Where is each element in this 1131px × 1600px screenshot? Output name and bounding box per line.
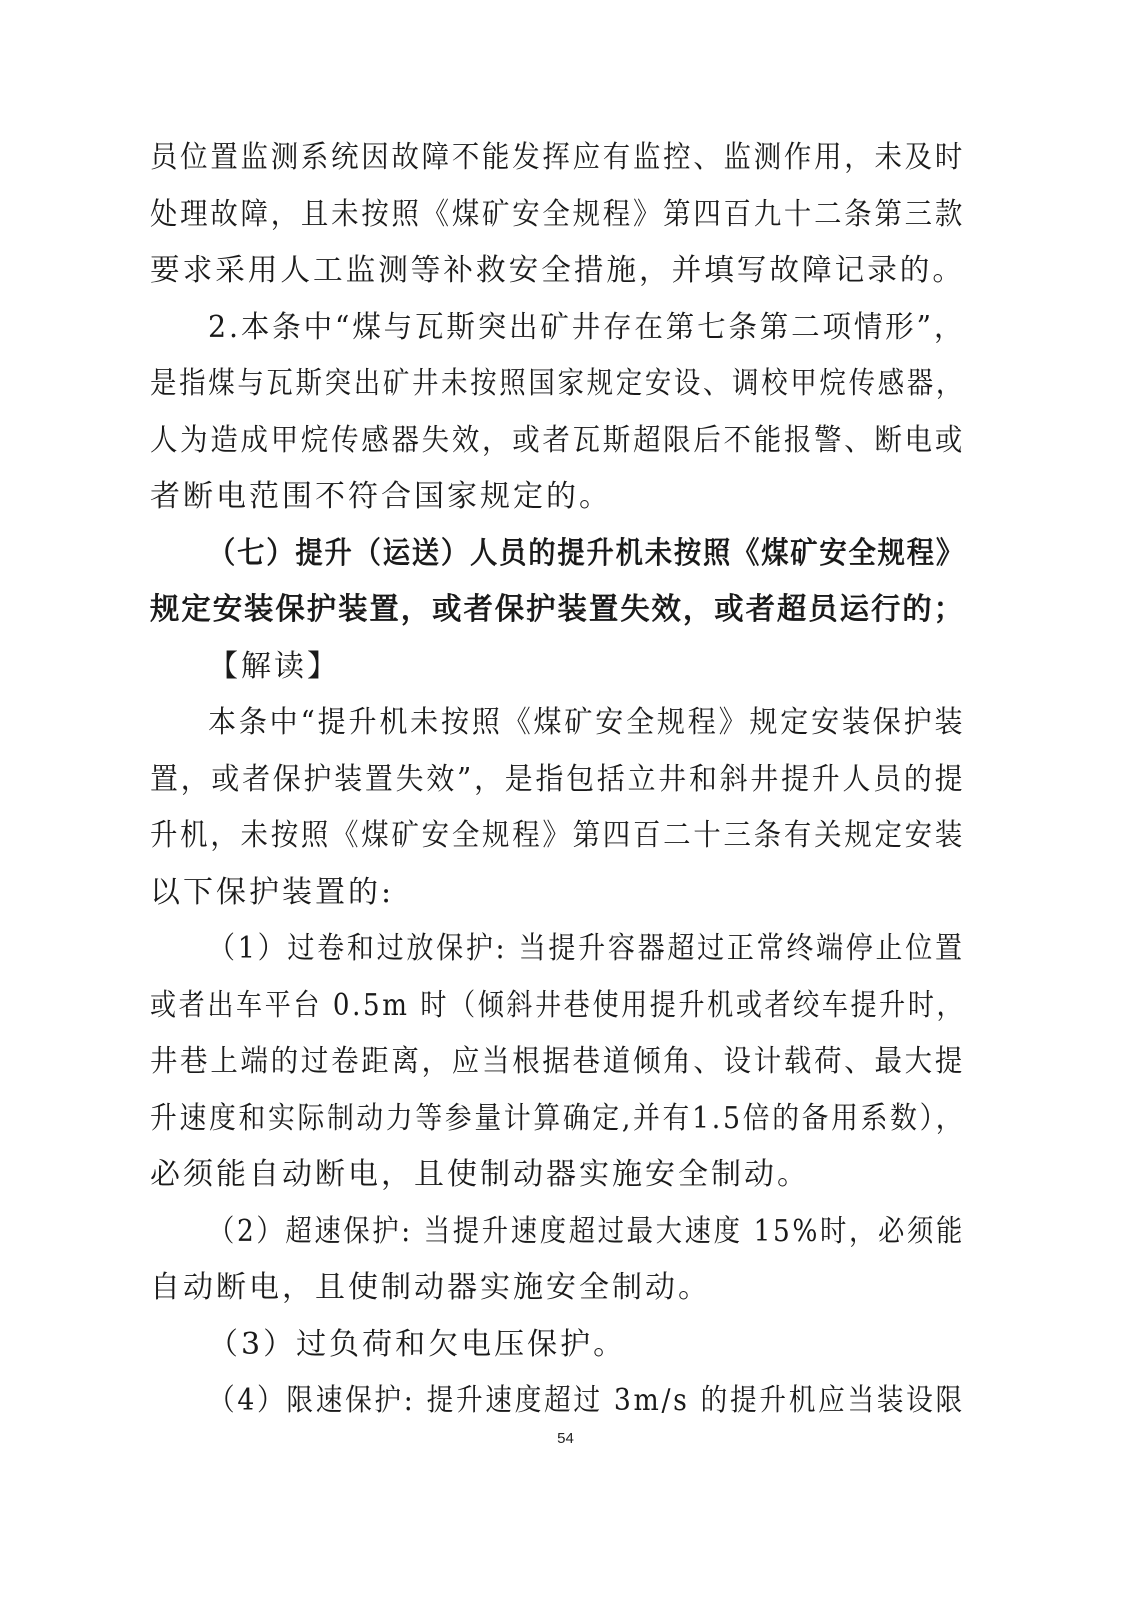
section-heading: （七）提升（运送）人员的提升机未按照《煤矿安全规程》 — [208, 536, 965, 571]
text-line: 升机，未按照《煤矿安全规程》第四百二十三条有关规定安装 — [150, 818, 965, 853]
text-line: 2.本条中“煤与瓦斯突出矿井存在第七条第二项情形”， — [208, 310, 966, 345]
text-line: 置，或者保护装置失效”，是指包括立井和斜井提升人员的提 — [150, 762, 966, 797]
text-line: 升速度和实际制动力等参量计算确定,并有1.5倍的备用系数）， — [150, 1101, 966, 1136]
section-heading: 规定安装保护装置，或者保护装置失效，或者超员运行的； — [150, 592, 965, 627]
text-line: 自动断电，且使制动器实施安全制动。 — [150, 1270, 711, 1305]
text-line: 以下保护装置的: — [150, 875, 395, 910]
list-item: （2）超速保护: 当提升速度超过最大速度 15%时，必须能 — [208, 1214, 965, 1249]
text-line: 员位置监测系统因故障不能发挥应有监控、监测作用，未及时 — [150, 140, 965, 175]
list-item: （3）过负荷和欠电压保护。 — [208, 1327, 627, 1362]
text-line: 或者出车平台 0.5m 时（倾斜井巷使用提升机或者绞车提升时， — [150, 988, 966, 1023]
page-number: 54 — [557, 1430, 574, 1447]
text-line: 本条中“提升机未按照《煤矿安全规程》规定安装保护装 — [208, 705, 966, 740]
text-line: 必须能自动断电，且使制动器实施安全制动。 — [150, 1157, 810, 1192]
text-line: 要求采用人工监测等补救安全措施，并填写故障记录的。 — [150, 253, 965, 288]
text-line: 人为造成甲烷传感器失效，或者瓦斯超限后不能报警、断电或 — [150, 423, 965, 458]
text-line: 者断电范围不符合国家规定的。 — [150, 479, 612, 514]
list-item: （1）过卷和过放保护: 当提升容器超过正常终端停止位置 — [208, 931, 965, 966]
text-line: 井巷上端的过卷距离，应当根据巷道倾角、设计载荷、最大提 — [150, 1044, 965, 1079]
text-line: 是指煤与瓦斯突出矿井未按照国家规定安设、调校甲烷传感器， — [150, 366, 965, 401]
list-item: （4）限速保护: 提升速度超过 3m/s 的提升机应当装设限 — [208, 1383, 965, 1418]
text-line: 处理故障，且未按照《煤矿安全规程》第四百九十二条第三款 — [150, 197, 965, 232]
interpretation-label: 【解读】 — [208, 649, 340, 684]
